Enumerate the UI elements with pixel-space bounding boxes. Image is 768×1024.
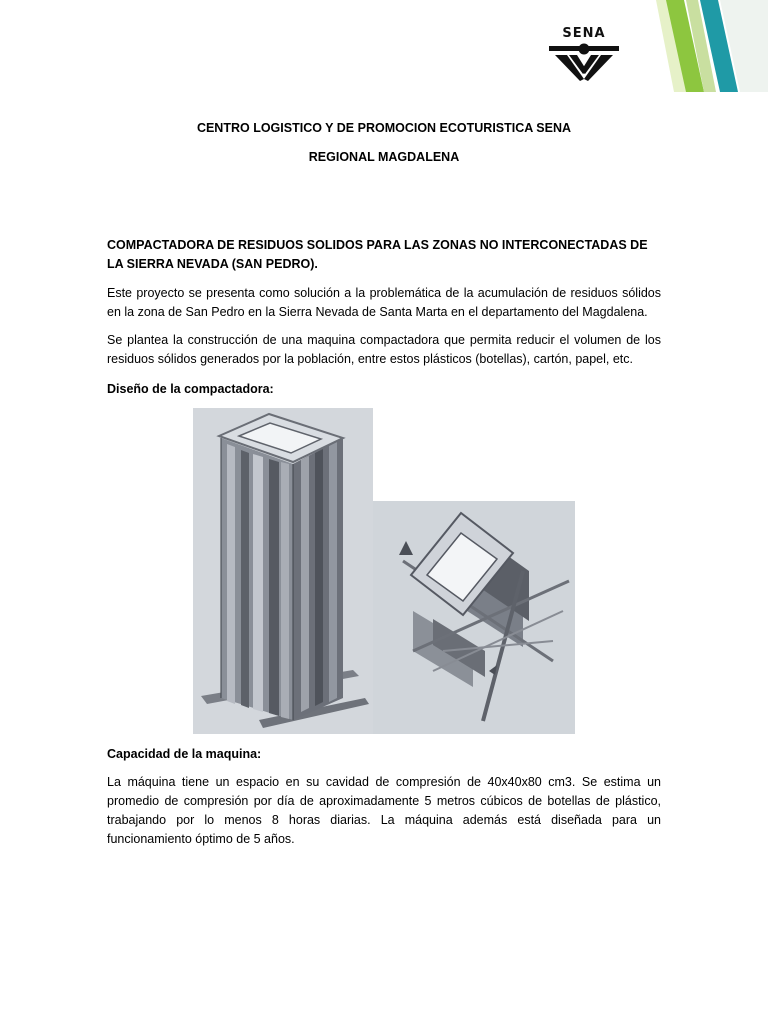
capacity-heading: Capacidad de la maquina:: [107, 747, 262, 761]
institution-title: CENTRO LOGISTICO Y DE PROMOCION ECOTURISTICA SENA: [196, 121, 572, 135]
compactor-exploded-render: [373, 501, 575, 734]
project-heading: COMPACTADORA DE RESIDUOS SOLIDOS PARA LAS ZONAS NO INTERCONECTADAS DE LA SIERRA NEVADA (SAN PEDRO).: [107, 238, 648, 271]
sena-logo: [544, 26, 624, 82]
regional-title: REGIONAL MAGDALENA: [308, 150, 460, 164]
logo-text: SENA: [562, 26, 606, 41]
sena-logo-icon: [547, 41, 621, 81]
compactor-design-figure: [193, 408, 575, 734]
paragraph-proposal: Se plantea la construcción de una maquina compactadora que permita reducir el volumen de los residuos sólidos generados por la población, entre estos plásticos (botellas), cartón, papel, etc.: [107, 333, 661, 366]
paragraph-capacity: La máquina tiene un espacio en su cavidad de compresión de 40x40x80 cm3. Se estima un promedio de compresión por día de aproximadamente 5 metros cúbicos de botellas de plástico, trabajando por lo menos 8 horas diarias. La máquina además está diseñada para un funcionamiento óptimo de 5 años.: [107, 775, 661, 846]
design-heading: Diseño de la compactadora:: [107, 382, 274, 396]
compactor-assembled-render: [193, 408, 373, 734]
corner-decoration: [628, 0, 768, 92]
paragraph-intro: Este proyecto se presenta como solución a la problemática de la acumulación de residuos sólidos en la zona de San Pedro en la Sierra Nevada de Santa Marta en el departamento del Magdalena.: [107, 286, 661, 319]
